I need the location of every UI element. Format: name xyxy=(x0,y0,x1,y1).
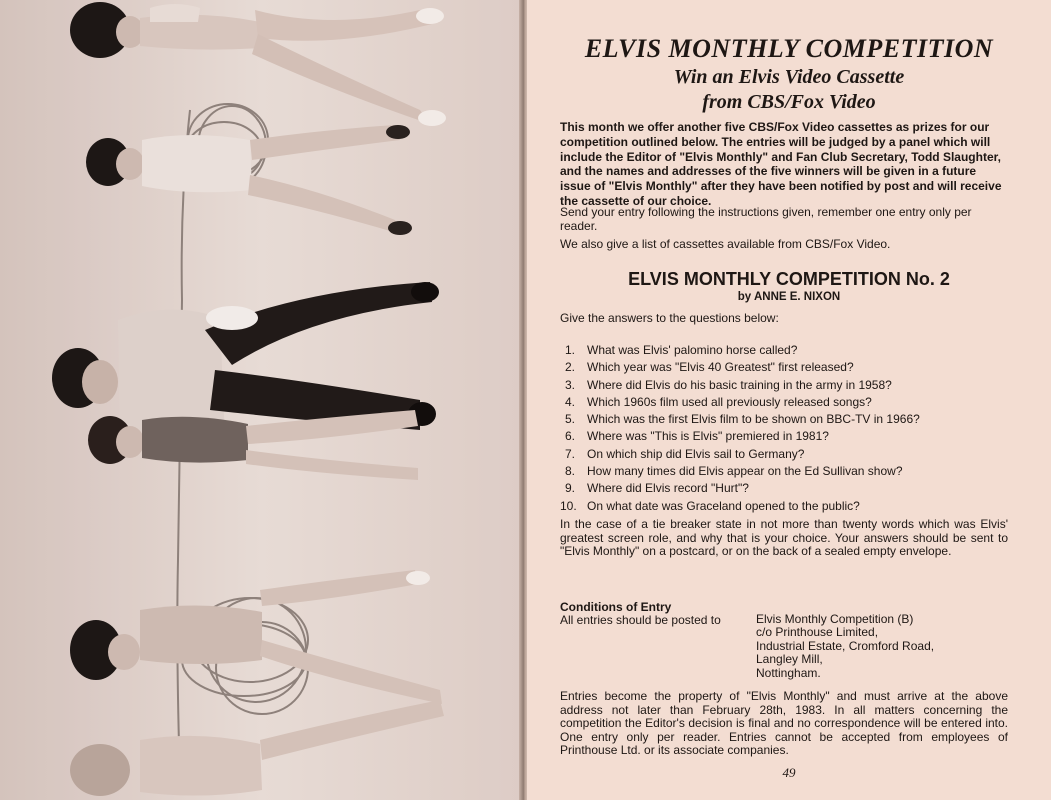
question-instructions: Give the answers to the questions below: xyxy=(560,311,779,325)
tie-breaker-paragraph: In the case of a tie breaker state in not more than twenty words which was Elvis' greatest screen role, and why that is your choice. Your answers should be sent to "Elvis Monthly" on a postcard, or on the back of a sealed empty envelope. xyxy=(560,517,1008,558)
question-number: 6. xyxy=(564,429,575,444)
right-page-article xyxy=(527,0,1051,800)
question-number: 7. xyxy=(564,446,575,461)
question-item xyxy=(560,377,1020,394)
page-number: 49 xyxy=(782,765,796,780)
question-number: 9. xyxy=(564,481,575,496)
question-item xyxy=(560,359,1020,376)
question-text: What was Elvis' palomino horse called? xyxy=(587,343,798,357)
question-number: 5. xyxy=(564,412,575,427)
intro-paragraph: This month we offer another five CBS/Fox Video cassettes as prizes for our competition outlined below. The entries will be judged by a panel which will include the Editor of "Elvis Monthly" and Fan Club Secretary, Todd Slaughter, and the names and addresses of the five winners will be given in a future issue of "Elvis Monthly" after they have been notified by post and will receive the cassette of our choice. xyxy=(560,120,1002,208)
left-page-photo xyxy=(0,0,524,800)
question-item xyxy=(560,394,1020,411)
question-number: 8. xyxy=(564,464,575,479)
question-number: 10. xyxy=(560,498,577,513)
byline: by ANNE E. NIXON xyxy=(737,291,841,303)
question-text: Which was the first Elvis film to be shown on BBC-TV in 1966? xyxy=(587,412,920,427)
postal-address xyxy=(756,613,934,680)
question-text: Where did Elvis record "Hurt"? xyxy=(587,481,749,496)
competition-main-title: ELVIS MONTHLY COMPETITION xyxy=(584,34,994,63)
entries-rules-paragraph: Entries become the property of "Elvis Monthly" and must arrive at the above address not later than February 28th, 1983. In all matters concerning the competition the Editor's decision is final and no correspondence will be entered into. One entry only per reader. Entries cannot be accepted from employees of Printhouse Ltd. or its associate companies. xyxy=(560,689,1008,757)
question-list xyxy=(560,342,1020,515)
question-item xyxy=(560,428,1020,445)
question-item xyxy=(560,480,1020,497)
elvis-lasso-photo xyxy=(0,0,524,800)
question-text: On which ship did Elvis sail to Germany? xyxy=(587,446,805,461)
cassette-list-note: We also give a list of cassettes available from CBS/Fox Video. xyxy=(560,237,891,251)
question-text: Which year was "Elvis 40 Greatest" first released? xyxy=(587,360,854,375)
subtitle-line-2: from CBS/Fox Video xyxy=(702,91,876,113)
question-item xyxy=(560,498,1020,515)
question-text: On what date was Graceland opened to the public? xyxy=(587,498,860,513)
question-text: Where did Elvis do his basic training in the army in 1958? xyxy=(587,377,892,392)
question-text: Which 1960s film used all previously released songs? xyxy=(587,394,872,409)
question-item xyxy=(560,446,1020,463)
conditions-heading: Conditions of Entry xyxy=(560,600,672,614)
competition-heading: ELVIS MONTHLY COMPETITION No. 2 xyxy=(628,269,950,289)
address-line: Industrial Estate, Cromford Road, xyxy=(756,638,935,653)
question-item xyxy=(560,342,1020,359)
question-item xyxy=(560,463,1020,480)
conditions-text: All entries should be posted to xyxy=(560,613,721,627)
question-text: Where was "This is Elvis" premiered in 1981? xyxy=(587,429,829,444)
address-line: Elvis Monthly Competition (B) xyxy=(756,612,914,626)
question-number: 3. xyxy=(564,377,575,392)
question-item xyxy=(560,411,1020,428)
send-entry-paragraph: Send your entry following the instructions given, remember one entry only per reader. xyxy=(560,205,972,233)
question-number: 2. xyxy=(564,360,575,375)
address-line: Langley Mill, xyxy=(756,652,823,667)
address-line: c/o Printhouse Limited, xyxy=(756,625,879,640)
subtitle-line-1: Win an Elvis Video Cassette xyxy=(673,66,905,88)
question-text: How many times did Elvis appear on the Ed Sullivan show? xyxy=(587,464,903,479)
question-number: 4. xyxy=(564,394,575,409)
question-number: 1. xyxy=(564,343,575,357)
address-line: Nottingham. xyxy=(756,665,821,680)
